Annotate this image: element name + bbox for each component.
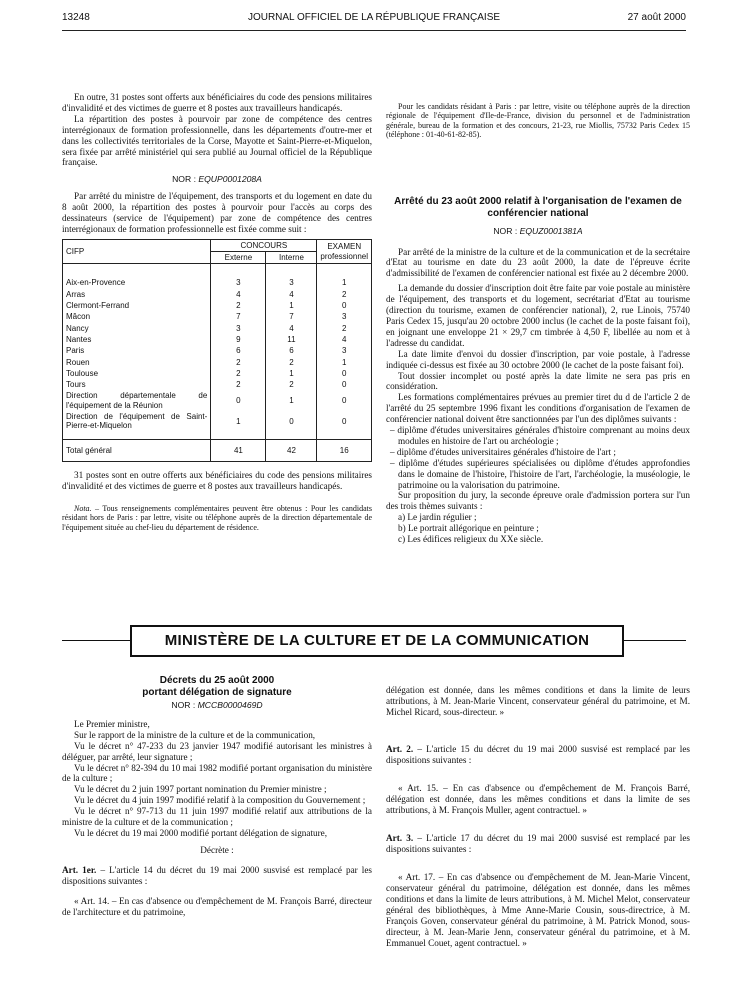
cifp-name-cell: Mâcon bbox=[63, 311, 211, 322]
list-item: c) Les édifices religieux du XXe siècle. bbox=[398, 534, 544, 545]
article-17-text: « Art. 17. – En cas d'absence ou d'empêchement de M. Jean-Marie Vincent, conservateur général du patrimoine, délégation est donnée, dans les mêmes conditions et dans la limite de leurs attributions, à M. Michel Melot, conservateur général des bibliothèques, à Mme Anne-Marie Cousin, sous-directrice, à M. François Goven, conservateur général du patrimoine, à M. Patrick Monod, sous-directeur, à M. Jean-Marie Jenn, conservateur général du patrimoine, et à M. Emmanuel Couet, agent contractuel. » bbox=[386, 872, 690, 948]
paragraph: La répartition des postes à pourvoir par zone de compétence des centres interrégionaux de formation professionnelle, dans les départements d'outre-mer et dans les collectivités territoriales de la Corse, Mayotte et Saint-Pierre-et-Miquelon, sera fixée par arrêté ministériel qui sera publié au Journal officiel de la République française. bbox=[62, 113, 372, 168]
header-interne: Interne bbox=[266, 252, 317, 264]
paragraph: Tout dossier incomplet ou posté après la date limite ne sera pas pris en considération. bbox=[386, 370, 690, 392]
value-cell: 1 bbox=[317, 264, 372, 289]
decrete-label: Décrète : bbox=[200, 844, 234, 855]
paragraph: Pour les candidats résidant à Paris : par lettre, visite ou téléphone auprès de la direction régionale de l'équipement d'Ile-de-France, division du personnel et de l'administration générale, bureau de la formation et des concours, 21-23, rue Miollis, 75732 Paris Cedex 15 (téléphone : 01-40-61-82-85). bbox=[386, 102, 690, 140]
header-concours: CONCOURS bbox=[211, 239, 317, 251]
right-column bbox=[386, 94, 690, 545]
nor-code: EQUZ0001381A bbox=[519, 225, 583, 236]
value-cell: 3 bbox=[211, 323, 266, 334]
decree-title: Décrets du 25 août 2000 bbox=[159, 675, 275, 686]
cifp-name-cell: Direction de l'équipement de Saint-Pierre-et-Miquelon bbox=[63, 411, 211, 439]
table-row bbox=[63, 300, 372, 311]
list-item: Le Premier ministre, bbox=[74, 718, 150, 729]
article-15-text: « Art. 15. – En cas d'absence ou d'empêchement de M. François Barré, délégation est donnée, dans les mêmes conditions et dans la limite de ses attributions, à M. François Muller, agent contractuel. » bbox=[386, 783, 690, 816]
header-externe: Externe bbox=[211, 252, 266, 264]
nor-reference: NOR : EQUP0001208A bbox=[172, 174, 262, 185]
paragraph: La date limite d'envoi du dossier d'inscription, par voie postale, à l'adresse indiquée ci-dessus est fixée au 30 octobre 2000 (le cachet de la poste faisant foi). bbox=[386, 348, 690, 370]
value-cell: 2 bbox=[266, 357, 317, 368]
value-cell: 3 bbox=[317, 311, 372, 322]
cifp-name-cell: Toulouse bbox=[63, 368, 211, 379]
value-cell: 2 bbox=[266, 379, 317, 390]
cifp-name-cell: Aix-en-Provence bbox=[63, 264, 211, 289]
value-cell: 2 bbox=[211, 368, 266, 379]
theme-list bbox=[386, 512, 690, 545]
table-row bbox=[63, 390, 372, 411]
list-item: Vu le décret n° 47-233 du 23 janvier 1947 modifié autorisant les ministres à déléguer, par arrêté, leur signature ; bbox=[62, 740, 372, 762]
value-cell: 7 bbox=[211, 311, 266, 322]
page-header bbox=[62, 12, 686, 28]
table-row bbox=[63, 357, 372, 368]
paragraph: délégation est donnée, dans les mêmes conditions et dans la limite de leurs attributions, à M. Jean-Marie Vincent, conservateur général du patrimoine, et M. Michel Ricard, sous-directeur. » bbox=[386, 685, 690, 717]
value-cell: 1 bbox=[266, 390, 317, 411]
value-cell: 0 bbox=[266, 411, 317, 439]
value-cell: 6 bbox=[211, 345, 266, 356]
table-row bbox=[63, 334, 372, 345]
value-cell: 0 bbox=[317, 379, 372, 390]
issue-date: 27 août 2000 bbox=[627, 12, 686, 23]
article-14-text: « Art. 14. – En cas d'absence ou d'empêchement de M. François Barré, directeur de l'architecture et du patrimoine, bbox=[62, 895, 372, 917]
cifp-name-cell: Direction départementale de l'équipement de la Réunion bbox=[63, 390, 211, 411]
page-number: 13248 bbox=[62, 12, 90, 23]
table-row bbox=[63, 345, 372, 356]
list-item: – diplôme d'études universitaires générales d'histoire comprenant au moins deux modules en histoire de l'art ou archéologie ; bbox=[390, 425, 690, 446]
value-cell: 2 bbox=[211, 357, 266, 368]
value-cell: 0 bbox=[317, 368, 372, 379]
paragraph: 31 postes sont en outre offerts aux bénéficiaires du code des pensions militaires d'invalidité et des victimes de guerre et 8 postes aux travailleurs handicapés. bbox=[62, 469, 372, 491]
cifp-name-cell: Clermont-Ferrand bbox=[63, 300, 211, 311]
value-cell: 0 bbox=[317, 411, 372, 439]
decree-subtitle: portant délégation de signature bbox=[142, 687, 292, 698]
value-cell: 0 bbox=[317, 300, 372, 311]
cifp-name-cell: Arras bbox=[63, 289, 211, 300]
list-item: b) Le portrait allégorique en peinture ; bbox=[398, 523, 539, 534]
article-3: Art. 3. – L'article 17 du décret du 19 mai 2000 susvisé est remplacé par les dispositions suivantes : bbox=[386, 833, 690, 855]
value-cell: 3 bbox=[266, 264, 317, 289]
paragraph: En outre, 31 postes sont offerts aux bénéficiaires du code des pensions militaires d'invalidité et des victimes de guerre et 8 postes aux travailleurs handicapés. bbox=[62, 92, 372, 113]
value-cell: 0 bbox=[211, 390, 266, 411]
article-1: Art. 1er. – L'article 14 du décret du 19 mai 2000 susvisé est remplacé par les dispositions suivantes : bbox=[62, 864, 372, 886]
journal-title: JOURNAL OFFICIEL DE LA RÉPUBLIQUE FRANÇAISE bbox=[247, 12, 501, 23]
table-row bbox=[63, 379, 372, 390]
table-row bbox=[63, 411, 372, 439]
cifp-name-cell: Paris bbox=[63, 345, 211, 356]
table-row bbox=[63, 289, 372, 300]
left-column bbox=[62, 92, 372, 540]
value-cell: 7 bbox=[266, 311, 317, 322]
article-2: Art. 2. – L'article 15 du décret du 19 mai 2000 susvisé est remplacé par les dispositions suivantes : bbox=[386, 744, 690, 766]
value-cell: 2 bbox=[317, 289, 372, 300]
paragraph: Sur proposition du jury, la seconde épreuve orale d'admission portera sur l'un des trois thèmes suivants : bbox=[386, 490, 690, 512]
header-examen: EXAMEN professionnel bbox=[317, 239, 372, 264]
cifp-name-cell: Tours bbox=[63, 379, 211, 390]
value-cell: 2 bbox=[317, 323, 372, 334]
decree-left-column bbox=[62, 675, 372, 918]
article-title: Arrêté du 23 août 2000 relatif à l'organisation de l'examen de conférencier national bbox=[394, 195, 682, 219]
list-item: Vu le décret du 4 juin 1997 modifié relatif à la composition du Gouvernement ; bbox=[74, 795, 366, 806]
header-rule bbox=[62, 30, 686, 31]
table-row bbox=[63, 368, 372, 379]
table-row bbox=[63, 311, 372, 322]
paragraph: Les formations complémentaires prévues au premier tiret du d de l'article 2 de l'arrêté du 25 septembre 1996 fixant les conditions d'organisation de l'examen de conférencier national doivent être sanctionnées par l'un des diplômes suivants : bbox=[386, 392, 690, 425]
value-cell: 9 bbox=[211, 334, 266, 345]
paragraph: Par arrêté de la ministre de la culture et de la communication et de la secrétaire d'Etat au tourisme en date du 23 août 2000, la date de l'épreuve écrite d'admissibilité de l'examen de conférencier national est fixée au 2 décembre 2000. bbox=[386, 246, 690, 279]
value-cell: 3 bbox=[317, 345, 372, 356]
list-item: Vu le décret du 19 mai 2000 modifié portant délégation de signature, bbox=[74, 827, 328, 838]
nor-reference: NOR : EQUZ0001381A bbox=[493, 225, 583, 236]
table-row bbox=[63, 264, 372, 289]
value-cell: 1 bbox=[317, 357, 372, 368]
decree-considerations bbox=[62, 719, 372, 839]
list-item: – diplôme d'études universitaires générales d'histoire de l'art ; bbox=[390, 446, 616, 457]
value-cell: 11 bbox=[266, 334, 317, 345]
nor-code: MCCB0000469D bbox=[197, 700, 263, 710]
nota-note: Nota. – Tous renseignements complémentaires peuvent être obtenus : Pour les candidats résidant hors de Paris : par lettre, visite ou téléphone auprès de la direction départementale de l'équipement située au chef-lieu du département de résidence. bbox=[62, 503, 372, 532]
cifp-table-body bbox=[63, 264, 372, 439]
cifp-name-cell: Nantes bbox=[63, 334, 211, 345]
list-item: – diplôme d'études supérieures spécialisées ou diplôme d'études approfondies dans le domaine de l'histoire, l'histoire de l'art, l'archéologie, la muséologie, le patrimoine ou la valorisation du patrimoine. bbox=[390, 457, 690, 490]
ministry-banner: MINISTÈRE DE LA CULTURE ET DE LA COMMUNICATION bbox=[130, 625, 624, 657]
header-cifp: CIFP bbox=[63, 239, 211, 264]
nor-code: EQUP0001208A bbox=[198, 174, 262, 185]
value-cell: 1 bbox=[211, 411, 266, 439]
list-item: Vu le décret n° 82-394 du 10 mai 1982 modifié portant organisation du ministère de la culture ; bbox=[62, 762, 372, 784]
paragraph: Par arrêté du ministre de l'équipement, des transports et du logement en date du 8 août 2000, la répartition des postes à pourvoir pour l'accès au corps des dessinateurs (service de l'équipement) par zone de compétence des centres interrégionaux de formation professionnelle est fixée comme suit : bbox=[62, 191, 372, 234]
list-item: Sur le rapport de la ministre de la culture et de la communication, bbox=[74, 729, 316, 740]
value-cell: 2 bbox=[211, 379, 266, 390]
nor-reference: NOR : MCCB0000469D bbox=[171, 700, 263, 710]
paragraph: La demande du dossier d'inscription doit être faite par voie postale au ministère de l'équipement, des transports et du logement, secrétariat d'Etat au tourisme (direction du tourisme, examen de conférencier national), 2, rue Linois, 75740 Paris Cedex 15, jusqu'au 20 octobre 2000 inclus (le cachet de la poste faisant foi), en joignant une enveloppe 21 × 29,7 cm timbrée à 4,50 F, libellée au nom et à l'adresse du candidat. bbox=[386, 283, 690, 348]
list-item: Vu le décret du 2 juin 1997 portant nomination du Premier ministre ; bbox=[74, 784, 327, 795]
cifp-table bbox=[62, 239, 372, 462]
table-row bbox=[63, 323, 372, 334]
value-cell: 3 bbox=[211, 264, 266, 289]
value-cell: 1 bbox=[266, 300, 317, 311]
cifp-name-cell: Rouen bbox=[63, 357, 211, 368]
value-cell: 4 bbox=[211, 289, 266, 300]
list-item: Vu le décret n° 97-713 du 11 juin 1997 modifié relatif aux attributions de la ministre de la culture et de la communication ; bbox=[62, 806, 372, 828]
value-cell: 1 bbox=[266, 368, 317, 379]
value-cell: 4 bbox=[266, 289, 317, 300]
value-cell: 4 bbox=[317, 334, 372, 345]
table-total-row: Total général 41 42 16 bbox=[63, 439, 372, 461]
decree-right-column bbox=[386, 676, 690, 949]
value-cell: 6 bbox=[266, 345, 317, 356]
value-cell: 0 bbox=[317, 390, 372, 411]
value-cell: 4 bbox=[266, 323, 317, 334]
value-cell: 2 bbox=[211, 300, 266, 311]
list-item: a) Le jardin régulier ; bbox=[398, 512, 477, 523]
diploma-list bbox=[386, 425, 690, 490]
cifp-name-cell: Nancy bbox=[63, 323, 211, 334]
